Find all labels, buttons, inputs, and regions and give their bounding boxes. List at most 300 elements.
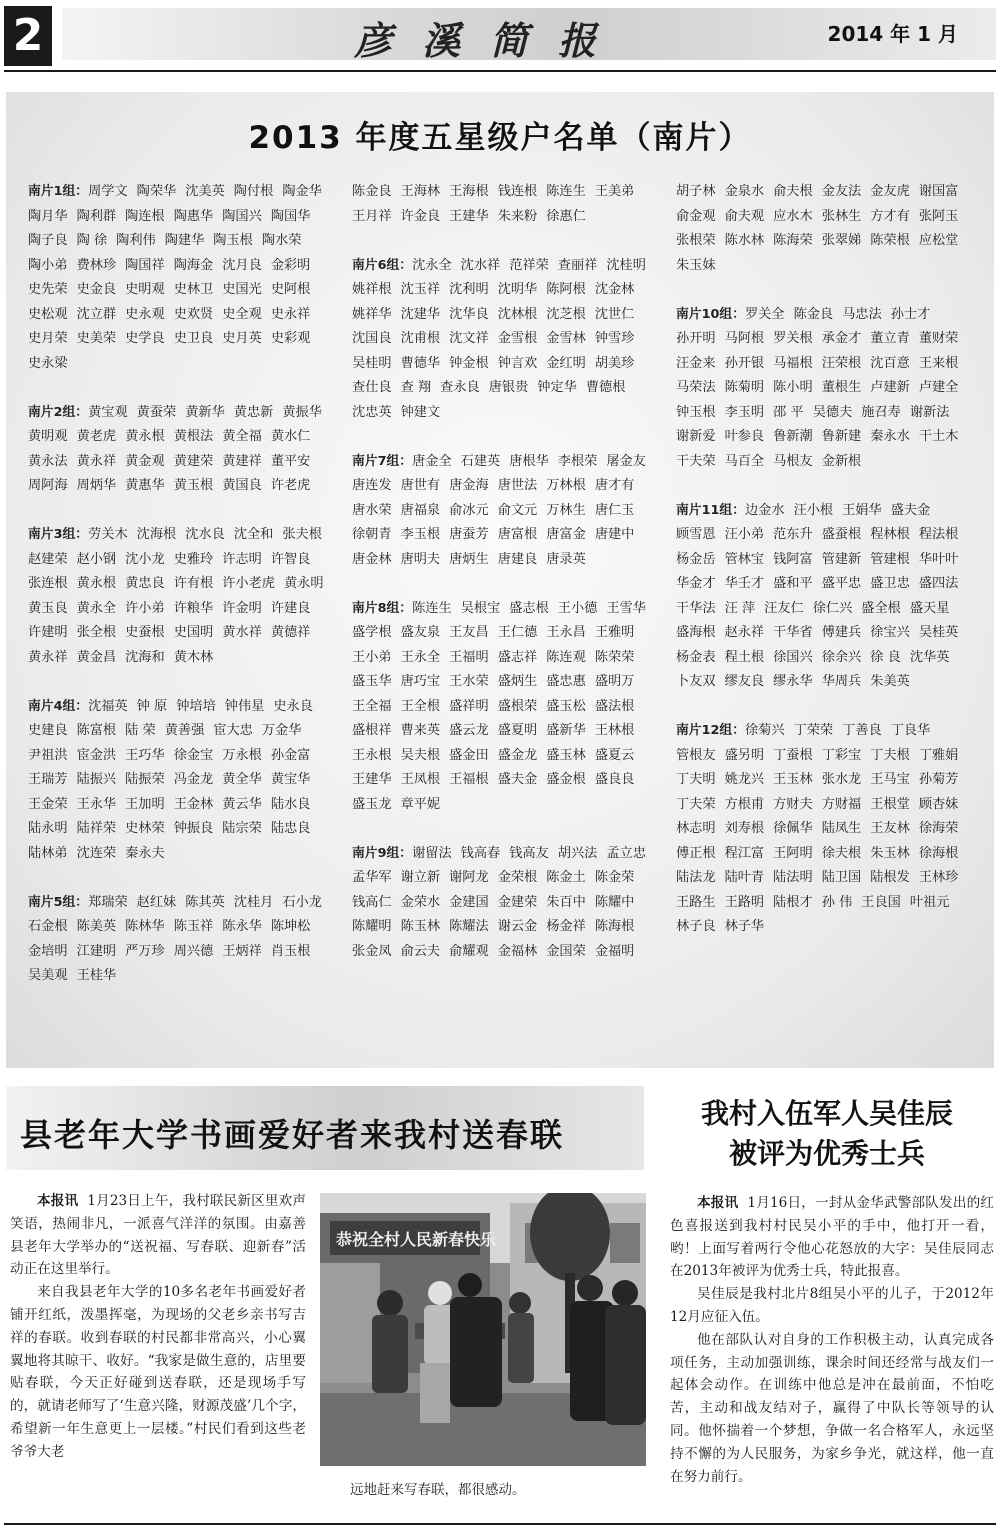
article-right-title-line-1: 我村入伍军人吴佳辰 bbox=[700, 1097, 953, 1130]
article-right-paragraph: 本报讯 1月16日，一封从金华武警部队发出的红色喜报送到我村村民吴小平的手中，他打开一看，哟！上面写着两行令他心花怒放的大字：吴佳辰同志在2013年被评为优秀士兵，特此报喜。 bbox=[670, 1195, 994, 1280]
household-name: 史欢贤 bbox=[173, 306, 214, 322]
household-name: 陶水荣 bbox=[261, 233, 302, 248]
household-name: 王金荣 bbox=[28, 796, 68, 812]
household-name: 许粮华 bbox=[173, 600, 214, 616]
household-name: 沈国良 bbox=[352, 331, 392, 346]
household-name: 俞夫观 bbox=[724, 208, 765, 224]
household-name: 盛金根 bbox=[546, 772, 586, 787]
household-name: 钟金根 bbox=[449, 355, 489, 371]
household-name: 孙开银 bbox=[724, 355, 765, 371]
household-name: 沈福英 bbox=[88, 698, 128, 714]
household-name: 唐录英 bbox=[546, 551, 586, 567]
household-name: 王小德 bbox=[557, 600, 598, 616]
household-name: 陆宗荣 bbox=[222, 821, 262, 836]
household-name: 施召寿 bbox=[861, 404, 901, 420]
household-name: 王永根 bbox=[352, 747, 392, 763]
household-name: 唐世法 bbox=[497, 478, 538, 493]
household-name: 周阿海 bbox=[28, 478, 68, 493]
household-name: 王玉林 bbox=[773, 772, 813, 787]
household-name: 徐仁兴 bbox=[812, 600, 853, 616]
household-name: 尹祖洪 bbox=[28, 747, 68, 763]
household-name: 管根友 bbox=[676, 747, 716, 763]
household-name: 黄全华 bbox=[222, 772, 262, 787]
household-name: 陆叶青 bbox=[724, 870, 765, 885]
footer-rule bbox=[4, 1523, 996, 1525]
article-right-paragraph: 他在部队认对自身的工作积极主动，认真完成各项任务，主动加强训练，课余时间还经常与战友们一起体会动作。在训练中他总是冲在最前面，不怕吃苦，主动和战友结对子，赢得了中队长等领导的认同。他怀揣着一个梦想，争做一名合格军人，永远坚持不懈的为人民服务，为家乡争光，就这样，他一直在努力前行。 bbox=[670, 1331, 994, 1485]
household-name: 钟培培 bbox=[176, 698, 216, 714]
household-name: 陆林弟 bbox=[28, 845, 68, 861]
household-name: 盛玉林 bbox=[546, 747, 586, 763]
household-name: 王美弟 bbox=[594, 184, 635, 199]
household-name: 黄惠华 bbox=[125, 478, 165, 493]
household-name: 陈连生 bbox=[546, 184, 586, 199]
household-name: 王路明 bbox=[724, 894, 765, 910]
household-name: 卢建全 bbox=[918, 380, 959, 395]
household-name: 曹德华 bbox=[400, 355, 441, 371]
household-name: 马根友 bbox=[773, 453, 813, 469]
household-name: 程法根 bbox=[918, 527, 959, 542]
household-name: 宦大忠 bbox=[213, 723, 253, 738]
household-name: 周兴德 bbox=[173, 943, 214, 959]
household-name: 黄水仁 bbox=[270, 429, 311, 444]
household-name: 黄永祥 bbox=[28, 649, 68, 665]
household-name: 俞云夫 bbox=[400, 943, 441, 959]
household-name: 徐夫根 bbox=[821, 845, 862, 861]
household-name: 丁善良 bbox=[842, 723, 882, 738]
household-name: 黄振华 bbox=[282, 404, 322, 420]
household-name: 谢云金 bbox=[497, 919, 538, 934]
group-label: 南片6组： bbox=[352, 257, 413, 273]
household-name: 陶海金 bbox=[173, 257, 214, 273]
household-name: 宦金洪 bbox=[76, 747, 117, 763]
household-name: 吴德夫 bbox=[812, 404, 853, 420]
household-name: 吴桂明 bbox=[352, 355, 392, 371]
household-name: 沈永全 bbox=[412, 257, 452, 273]
household-name: 徐余兴 bbox=[821, 649, 862, 665]
household-name: 陆忠良 bbox=[270, 821, 311, 836]
household-name: 王雪华 bbox=[606, 600, 646, 616]
household-name: 孙士才 bbox=[890, 306, 931, 322]
household-name: 唐仁玉 bbox=[594, 502, 635, 518]
household-name: 陈富根 bbox=[76, 723, 117, 738]
household-name: 金福明 bbox=[594, 943, 635, 959]
household-name: 史林荣 bbox=[125, 821, 165, 836]
household-name: 董根生 bbox=[821, 380, 862, 395]
household-name: 顾杏妹 bbox=[918, 796, 959, 812]
household-name: 陈玉林 bbox=[400, 919, 441, 934]
household-name: 许小弟 bbox=[125, 600, 165, 616]
roster-group bbox=[28, 180, 333, 376]
household-name: 王桂华 bbox=[76, 968, 117, 983]
household-name: 马百全 bbox=[724, 453, 765, 469]
household-name: 盛和平 bbox=[773, 576, 813, 591]
household-name: 盛玉华 bbox=[352, 674, 392, 689]
household-name: 沈连荣 bbox=[76, 845, 117, 861]
household-name: 黄木林 bbox=[173, 649, 214, 665]
household-name: 陆根发 bbox=[870, 870, 910, 885]
newspaper-name: 彦溪简报 bbox=[353, 18, 626, 63]
household-name: 陈阿根 bbox=[546, 282, 586, 297]
household-name: 张全根 bbox=[76, 625, 117, 640]
household-name: 陶国华 bbox=[270, 208, 311, 224]
household-name: 沈金林 bbox=[594, 282, 635, 297]
household-name: 王永全 bbox=[400, 649, 441, 665]
household-name: 王建华 bbox=[352, 772, 392, 787]
household-name: 丁夫明 bbox=[676, 772, 716, 787]
household-name: 唐才有 bbox=[594, 478, 635, 493]
household-name: 金友法 bbox=[821, 184, 862, 199]
group-label: 南片3组： bbox=[28, 527, 89, 542]
household-name: 王瑞芳 bbox=[28, 772, 68, 787]
household-name: 史永观 bbox=[125, 306, 165, 322]
household-name: 钟建文 bbox=[400, 404, 441, 420]
household-name: 吴夫根 bbox=[400, 747, 441, 763]
household-name: 朱美英 bbox=[870, 674, 910, 689]
household-name: 陈连生 bbox=[412, 600, 452, 616]
household-name: 陈永华 bbox=[222, 919, 262, 934]
household-name: 查 翔 bbox=[400, 380, 432, 395]
household-name: 秦永夫 bbox=[125, 845, 165, 861]
household-name: 黄玉根 bbox=[173, 478, 214, 493]
household-name: 盛志祥 bbox=[497, 649, 538, 665]
household-name: 金红明 bbox=[546, 355, 586, 371]
household-name: 盛卫忠 bbox=[870, 576, 910, 591]
article-left-title: 县老年大学书画爱好者来我村送春联 bbox=[20, 1116, 565, 1154]
household-name: 陶建华 bbox=[164, 233, 205, 248]
household-name: 王永昌 bbox=[546, 625, 586, 640]
household-name: 陈美英 bbox=[76, 919, 117, 934]
household-name: 王友昌 bbox=[449, 625, 489, 640]
household-name: 史林卫 bbox=[173, 282, 214, 297]
household-name: 劳关木 bbox=[88, 527, 128, 542]
household-name: 黄金观 bbox=[125, 453, 165, 469]
group-label: 南片11组： bbox=[676, 502, 745, 518]
household-name: 王海根 bbox=[449, 184, 489, 199]
household-name: 徐惠仁 bbox=[546, 208, 586, 224]
household-name: 查仕良 bbox=[352, 380, 392, 395]
roster-group bbox=[28, 891, 333, 989]
household-name: 陶惠华 bbox=[173, 208, 214, 224]
household-name: 边金水 bbox=[745, 502, 785, 518]
household-name: 董平安 bbox=[270, 453, 311, 469]
household-name: 沈立群 bbox=[76, 306, 117, 322]
household-name: 缪友良 bbox=[724, 674, 765, 689]
household-name: 陆凤生 bbox=[821, 821, 862, 836]
roster-group bbox=[28, 695, 333, 867]
household-name: 卜友双 bbox=[676, 674, 716, 689]
household-name: 许智良 bbox=[270, 551, 311, 567]
household-name: 孟立忠 bbox=[606, 845, 646, 861]
household-name: 马荣法 bbox=[676, 380, 716, 395]
household-name: 鲁新建 bbox=[821, 429, 862, 444]
household-name: 陈小明 bbox=[773, 380, 813, 395]
household-name: 刘寿根 bbox=[724, 821, 765, 836]
household-name: 谢新法 bbox=[909, 404, 950, 420]
household-name: 石小龙 bbox=[282, 894, 322, 910]
household-name: 孙菊芳 bbox=[918, 772, 959, 787]
household-name: 陆根才 bbox=[773, 894, 813, 910]
household-name: 史永梁 bbox=[28, 355, 68, 371]
household-name: 陶 徐 bbox=[76, 233, 108, 248]
household-name: 许金良 bbox=[400, 208, 441, 224]
household-name: 陆法明 bbox=[773, 870, 813, 885]
household-name: 江建明 bbox=[76, 943, 117, 959]
household-name: 盛忠惠 bbox=[546, 674, 586, 689]
household-name: 盛炳生 bbox=[497, 674, 538, 689]
household-name: 杨金祥 bbox=[546, 919, 586, 934]
household-name: 沈利明 bbox=[449, 282, 489, 297]
household-name: 史永祥 bbox=[270, 306, 311, 322]
household-name: 金荣根 bbox=[497, 870, 538, 885]
household-name: 朱来粉 bbox=[497, 208, 538, 224]
household-name: 承金才 bbox=[821, 331, 862, 346]
household-name: 钟定华 bbox=[537, 380, 577, 395]
group-label: 南片12组： bbox=[676, 723, 745, 738]
household-name: 陈连观 bbox=[546, 649, 586, 665]
household-name: 金彩明 bbox=[270, 257, 311, 273]
household-name: 万永根 bbox=[222, 747, 262, 763]
household-name: 华壬才 bbox=[724, 576, 765, 591]
household-name: 钱阿富 bbox=[773, 551, 813, 567]
household-name: 陶玉根 bbox=[213, 233, 253, 248]
household-name: 唐建中 bbox=[594, 527, 635, 542]
household-name: 盛玉龙 bbox=[352, 796, 392, 812]
household-name: 罗关根 bbox=[773, 331, 813, 346]
household-name: 金雪根 bbox=[497, 331, 538, 346]
household-name: 唐富金 bbox=[546, 527, 586, 542]
household-name: 盛全根 bbox=[861, 600, 901, 616]
household-name: 俞耀观 bbox=[449, 943, 489, 959]
household-name: 徐佩华 bbox=[773, 821, 813, 836]
household-name: 钟伟星 bbox=[224, 698, 265, 714]
household-name: 曹德根 bbox=[585, 380, 626, 395]
household-name: 黄明观 bbox=[28, 429, 68, 444]
household-name: 史彩观 bbox=[270, 331, 311, 346]
roster-column-3 bbox=[676, 180, 981, 964]
article-right-title-line-2: 被评为优秀士兵 bbox=[728, 1137, 925, 1170]
article-left-paragraph: 本报讯 1月23日上午，我村联民新区里欢声笑语，热闹非凡，一派喜气洋洋的氛围。由嘉善县老年大学举办的“送祝福、写春联、迎新春”活动正在这里举行。 bbox=[10, 1193, 306, 1278]
household-name: 黄根法 bbox=[173, 429, 214, 444]
household-name: 徐国兴 bbox=[773, 649, 813, 665]
household-name: 费林珍 bbox=[76, 257, 117, 273]
household-name: 黄永根 bbox=[76, 576, 117, 591]
household-name: 史先荣 bbox=[28, 282, 68, 297]
household-name: 汪金来 bbox=[676, 355, 716, 371]
household-name: 史国明 bbox=[173, 625, 214, 640]
household-name: 许建良 bbox=[270, 600, 311, 616]
household-name: 黄玉良 bbox=[28, 600, 68, 616]
masthead bbox=[0, 0, 1000, 72]
group-label: 南片4组： bbox=[28, 698, 89, 714]
household-name: 王炳祥 bbox=[222, 943, 262, 959]
household-name: 盛平忠 bbox=[821, 576, 862, 591]
household-name: 吴桂英 bbox=[918, 625, 959, 640]
household-name: 郑瑞荣 bbox=[88, 894, 128, 910]
household-name: 沈建华 bbox=[400, 306, 441, 322]
household-name: 陈金土 bbox=[546, 870, 586, 885]
household-name: 陶子良 bbox=[28, 233, 68, 248]
household-name: 王全根 bbox=[400, 698, 441, 714]
household-name: 严万珍 bbox=[125, 943, 165, 959]
household-name: 程江富 bbox=[724, 845, 765, 861]
household-name: 沈甫根 bbox=[400, 331, 441, 346]
household-name: 陈金荣 bbox=[594, 870, 635, 885]
group-label: 南片8组： bbox=[352, 600, 413, 616]
household-name: 钟言欢 bbox=[497, 355, 538, 371]
household-name: 王福明 bbox=[449, 649, 489, 665]
household-name: 沈小龙 bbox=[125, 551, 165, 567]
photo-illustration bbox=[320, 1193, 646, 1466]
household-name: 盛金田 bbox=[449, 747, 489, 763]
group-label: 南片1组： bbox=[28, 184, 89, 199]
household-name: 干土木 bbox=[918, 429, 959, 444]
household-name: 许有根 bbox=[173, 576, 214, 591]
household-name: 谢新爱 bbox=[676, 429, 716, 444]
household-name: 盛四法 bbox=[918, 576, 959, 591]
household-name: 盛法根 bbox=[594, 698, 635, 714]
household-name: 金福林 bbox=[497, 943, 538, 959]
header-rule bbox=[4, 70, 996, 72]
household-name: 沈全和 bbox=[233, 527, 274, 542]
household-name: 史阿根 bbox=[270, 282, 311, 297]
household-name: 顾雪恩 bbox=[676, 527, 716, 542]
household-name: 管建新 bbox=[821, 551, 862, 567]
household-name: 黄水祥 bbox=[222, 625, 262, 640]
household-name: 沈月良 bbox=[222, 257, 262, 273]
household-name: 周学文 bbox=[88, 184, 128, 199]
roster-group bbox=[352, 254, 657, 426]
household-name: 程土根 bbox=[724, 649, 765, 665]
roster-group bbox=[352, 450, 657, 573]
article-right-paragraph: 吴佳辰是我村北片8组吴小平的儿子，于2012年12月应征入伍。 bbox=[670, 1286, 994, 1325]
roster-group bbox=[676, 719, 981, 940]
household-name: 沈桂明 bbox=[606, 257, 646, 273]
household-name: 陈海根 bbox=[594, 919, 635, 934]
household-name: 史全观 bbox=[222, 306, 262, 322]
household-name: 陈菊明 bbox=[724, 380, 765, 395]
household-name: 华金才 bbox=[676, 576, 716, 591]
household-name: 钱高仁 bbox=[352, 894, 392, 910]
household-name: 张金凤 bbox=[352, 943, 392, 959]
household-name: 赵红妹 bbox=[136, 894, 177, 910]
household-name: 赵建荣 bbox=[28, 551, 68, 567]
household-name: 黄新华 bbox=[185, 404, 225, 420]
household-name: 唐金林 bbox=[352, 551, 392, 567]
photo-banner-text: 恭祝全村人民新春快乐 bbox=[336, 1230, 497, 1249]
household-name: 赵小钢 bbox=[76, 551, 117, 567]
household-name: 黄永全 bbox=[76, 600, 117, 616]
household-name: 李玉根 bbox=[400, 527, 441, 542]
household-name: 沈美英 bbox=[185, 184, 225, 199]
household-name: 俞金观 bbox=[676, 208, 716, 224]
household-name: 朱百中 bbox=[546, 894, 586, 910]
household-name: 李玉明 bbox=[724, 404, 765, 420]
household-name: 陶付根 bbox=[233, 184, 274, 199]
household-name: 徐金宝 bbox=[173, 747, 214, 763]
household-name: 陶国兴 bbox=[222, 208, 262, 224]
household-name: 徐朝青 bbox=[352, 527, 392, 542]
roster-group bbox=[676, 499, 981, 695]
household-name: 史蚕根 bbox=[125, 625, 165, 640]
household-name: 陈玉祥 bbox=[173, 919, 214, 934]
household-name: 丁蚕根 bbox=[773, 747, 813, 763]
household-name: 方根甫 bbox=[724, 796, 765, 812]
household-name: 黄蚕荣 bbox=[136, 404, 177, 420]
household-name: 林子良 bbox=[676, 919, 716, 934]
household-name: 盛新华 bbox=[546, 723, 586, 738]
household-name: 陆振荣 bbox=[125, 772, 165, 787]
household-name: 唐水荣 bbox=[352, 502, 392, 518]
household-name: 王月祥 bbox=[352, 208, 392, 224]
household-name: 胡子林 bbox=[676, 184, 716, 199]
household-name: 干夫荣 bbox=[676, 453, 716, 469]
household-name: 钱高春 bbox=[460, 845, 501, 861]
household-name: 俞夫根 bbox=[773, 184, 813, 199]
household-name: 方才有 bbox=[870, 208, 910, 224]
article-right-body bbox=[670, 1192, 994, 1488]
household-name: 朱玉妹 bbox=[676, 257, 716, 273]
household-name: 黄永祥 bbox=[76, 453, 117, 469]
household-name: 沈海根 bbox=[136, 527, 177, 542]
household-name: 黄永根 bbox=[125, 429, 165, 444]
household-name: 沈芝根 bbox=[546, 306, 586, 322]
household-name: 万金华 bbox=[261, 723, 302, 738]
issue-date: 2014 年 1 月 bbox=[827, 22, 958, 46]
household-name: 李根荣 bbox=[557, 453, 598, 469]
household-name: 沈百意 bbox=[870, 355, 910, 371]
household-name: 王良国 bbox=[861, 894, 901, 910]
roster-group bbox=[352, 597, 657, 818]
household-name: 张夫根 bbox=[282, 527, 322, 542]
household-name: 徐宝兴 bbox=[870, 625, 910, 640]
household-name: 曹来英 bbox=[400, 723, 441, 738]
household-name: 沈桂月 bbox=[233, 894, 274, 910]
household-name: 黄老虎 bbox=[76, 429, 117, 444]
household-name: 王永华 bbox=[76, 796, 117, 812]
household-name: 沈文祥 bbox=[449, 331, 489, 346]
household-name: 盛夫金 bbox=[497, 772, 538, 787]
household-name: 丁夫荣 bbox=[676, 796, 716, 812]
household-name: 盛夏明 bbox=[497, 723, 538, 738]
household-name: 程林根 bbox=[870, 527, 910, 542]
household-name: 应松堂 bbox=[918, 233, 959, 248]
household-name: 金建国 bbox=[449, 894, 489, 910]
household-name: 王来根 bbox=[918, 355, 959, 371]
household-name: 张根荣 bbox=[676, 233, 716, 248]
household-name: 金国荣 bbox=[546, 943, 586, 959]
roster-group bbox=[28, 523, 333, 670]
household-name: 胡美珍 bbox=[594, 355, 635, 371]
household-name: 王全福 bbox=[352, 698, 392, 714]
household-name: 罗关全 bbox=[745, 306, 785, 322]
household-name: 陶利群 bbox=[76, 208, 117, 224]
household-name: 管林宝 bbox=[724, 551, 765, 567]
household-name: 孙 伟 bbox=[821, 894, 853, 910]
household-name: 干华法 bbox=[676, 600, 716, 616]
household-name: 华周兵 bbox=[821, 674, 862, 689]
household-name: 王巧华 bbox=[125, 747, 165, 763]
household-name: 陶荣华 bbox=[136, 184, 177, 199]
household-name: 沈林根 bbox=[497, 306, 538, 322]
household-name: 范东升 bbox=[773, 527, 813, 542]
household-name: 唐连发 bbox=[352, 478, 392, 493]
household-name: 唐福泉 bbox=[400, 502, 441, 518]
household-name: 王马宝 bbox=[870, 772, 910, 787]
household-name: 许小老虎 bbox=[222, 576, 275, 591]
household-name: 张水龙 bbox=[821, 772, 862, 787]
household-name: 黄宝华 bbox=[270, 772, 311, 787]
household-name: 叶祖元 bbox=[909, 894, 950, 910]
